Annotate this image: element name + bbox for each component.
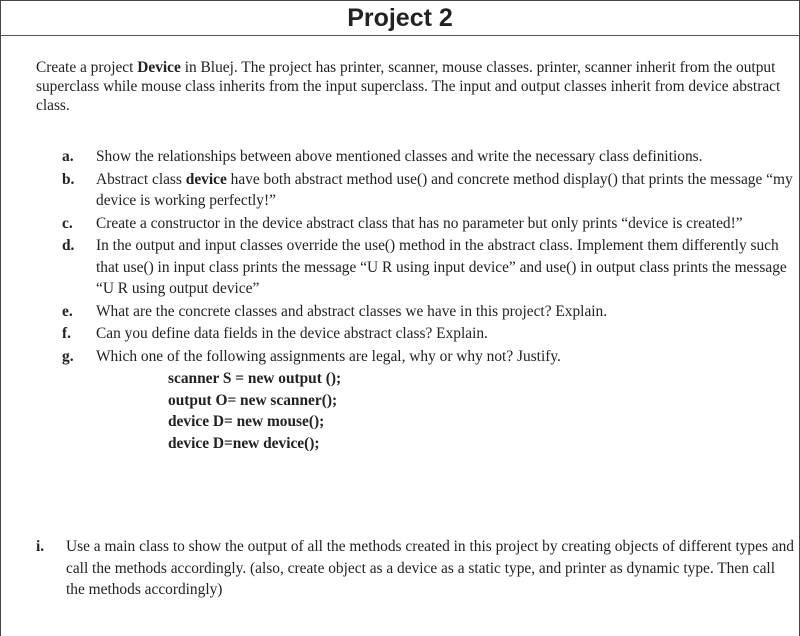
question-text: What are the concrete classes and abstract classes we have in this project? Explain.: [96, 302, 608, 320]
question-text: Which one of the following assignments are legal, why or why not? Justify.: [96, 347, 561, 365]
intro-text-2: in Bluej. The project has printer, scanner, mouse classes. printer, scanner inherit from the output superclass while mouse class inherits from the input superclass. The input and output classes inherit from device abstract class.: [36, 59, 781, 114]
code-line: device D= new mouse();: [168, 413, 325, 430]
question-g: [62, 346, 797, 455]
code-line: output O= new scanner();: [168, 391, 338, 409]
question-f: [62, 323, 797, 345]
question-letter: c.: [62, 214, 73, 232]
question-letter: b.: [62, 170, 75, 188]
code-line: device D=new device();: [168, 434, 320, 452]
question-a: [62, 146, 797, 168]
question-text: Use a main class to show the output of all the methods created in this project by creating objects of different types and call the methods accordingly. (also, create object as a device as a static type, and printer as dynamic type. Then call the methods accordingly): [66, 538, 795, 598]
question-text-pre: Abstract class: [96, 170, 186, 188]
question-c: [62, 213, 797, 235]
question-text: Can you define data fields in the device abstract class? Explain.: [96, 325, 488, 342]
question-e: [62, 301, 797, 323]
question-letter: g.: [62, 347, 74, 365]
content-box: [0, 36, 800, 636]
question-letter: d.: [62, 237, 75, 254]
question-i-container: [36, 536, 796, 602]
code-block: [96, 368, 797, 454]
question-letter: e.: [62, 302, 73, 320]
question-text-post: have both abstract method use() and concrete method display() that prints the message “my device is working perfectly!”: [96, 170, 793, 209]
question-text-bold: device: [185, 170, 227, 188]
question-i: [36, 536, 796, 601]
intro-bold-device: Device: [137, 59, 181, 76]
title-box: [0, 0, 800, 36]
question-letter: f.: [62, 325, 71, 342]
page-title: Project 2: [347, 4, 453, 32]
intro-text-1: Create a project: [36, 59, 138, 76]
question-letter: a.: [62, 148, 74, 165]
question-b: [62, 169, 797, 212]
question-list: [62, 146, 797, 455]
code-line: scanner S = new output ();: [168, 370, 342, 387]
question-letter: i.: [36, 538, 45, 555]
question-text: Show the relationships between above mentioned classes and write the necessary class definitions.: [96, 148, 703, 165]
question-text: Create a constructor in the device abstract class that has no parameter but only prints “device is created!”: [96, 214, 743, 232]
question-text: In the output and input classes override the use() method in the abstract class. Implement them differently such that use() in input class prints the message “U R using input device” and use() in output class prints the message “U R using output device”: [96, 237, 787, 297]
question-d: [62, 235, 797, 300]
intro-paragraph: [36, 58, 794, 115]
